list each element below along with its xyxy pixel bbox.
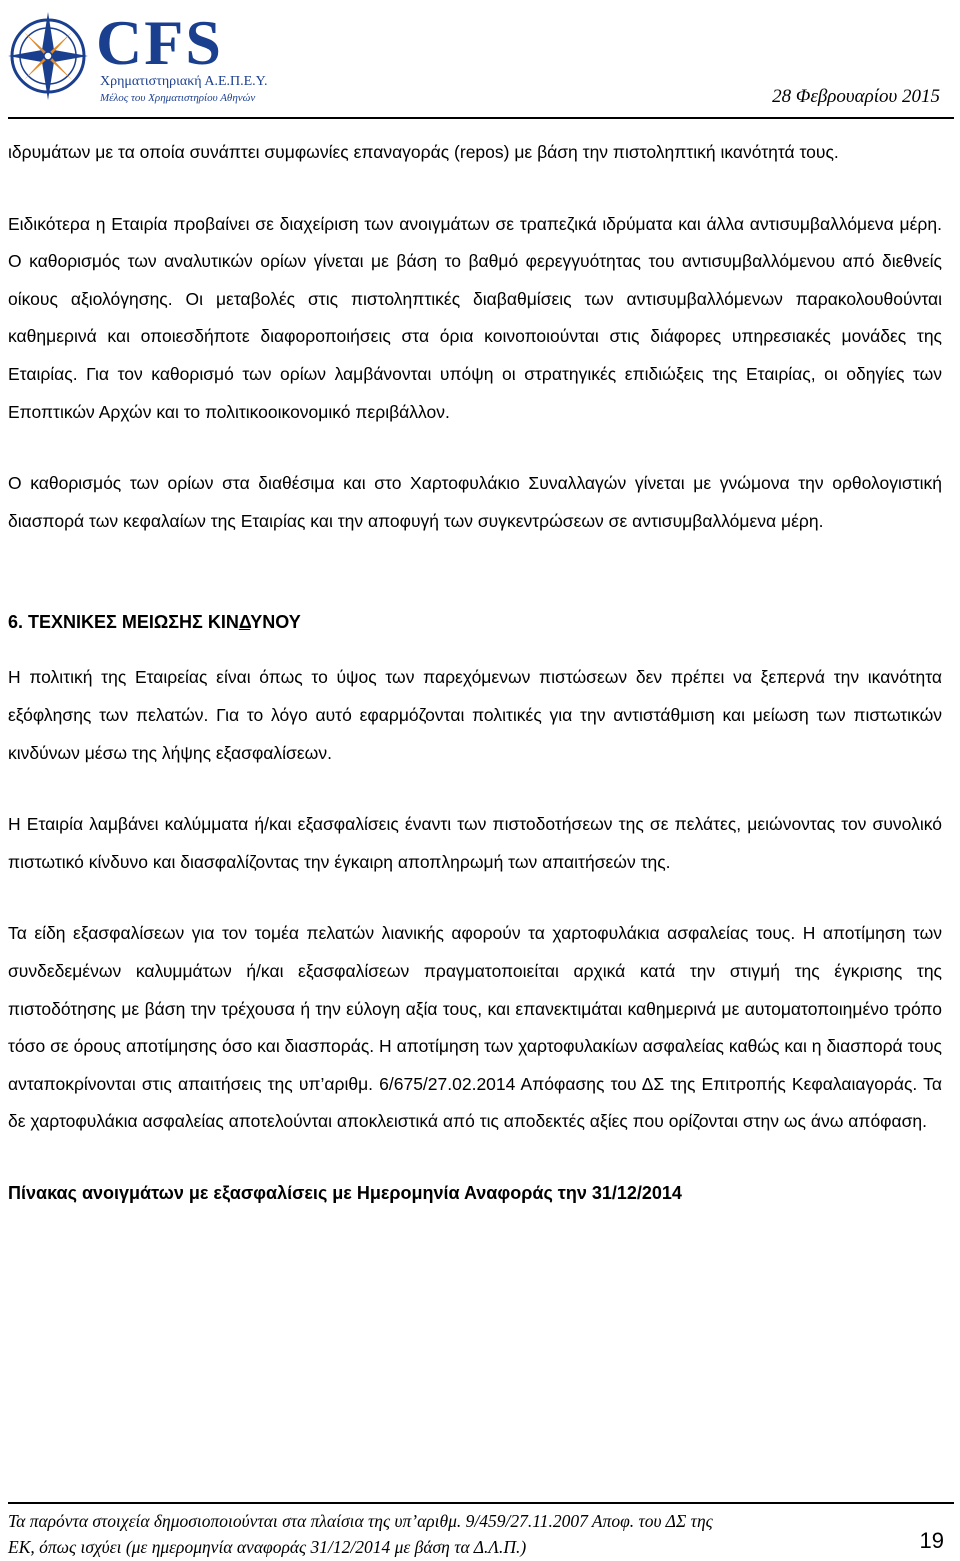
footer-divider [8, 1502, 954, 1504]
cfs-logo [4, 6, 268, 110]
logo-tagline: Μέλος του Χρηματιστηρίου Αθηνών [100, 92, 256, 104]
section-heading-prefix: 6. ΤΕΧΝΙΚΕΣ ΜΕΙΩΣΗΣ ΚΙΝ [8, 612, 239, 633]
section-heading-suffix: ΥΝΟΥ [250, 612, 301, 633]
paragraph-1: ιδρυμάτων με τα οποία συνάπτει συμφωνίες επαναγοράς (repos) με βάση την πιστοληπτική ικανότητά τους. [8, 142, 839, 162]
page-number: 19 [919, 1528, 944, 1553]
section-heading [8, 604, 942, 641]
paragraph-2: Ειδικότερα η Εταιρία προβαίνει σε διαχείριση των ανοιγμάτων σε τραπεζικά ιδρύματα και άλλα αντισυμβαλλόμενα μέρη. Ο καθορισμός των αναλυτικών ορίων γίνεται με βάση το βαθμό φερεγγυότητας του αντισυμβαλλόμενου από διεθνείς οίκους αξιολόγησης. Οι μεταβολές στις πιστοληπτικές διαβαθμίσεις των αντισυμβαλλόμενων παρακολουθούνται καθημερινά και οποιεσδήποτε διαφοροποιήσεις στα όρια κοινοποιούνται στις διάφορες υπηρεσιακές μονάδες της Εταιρίας. Για τον καθορισμό των ορίων λαμβάνονται υπόψη οι στρατηγικές επιδιώξεις της Εταιρίας, οι οδηγίες των Εποπτικών Αρχών και το πολιτικοοικονομικό περιβάλλον. [8, 213, 942, 422]
paragraph-4: Η πολιτική της Εταιρείας είναι όπως το ύψος των παρεχόμενων πιστώσεων δεν πρέπει να ξεπερνά την ικανότητα εξόφλησης των πελατών. Για το λόγο αυτό εφαρμόζονται πολιτικές για την αντιστάθμιση και μείωση των πιστωτικών κινδύνων μέσω της λήψης εξασφαλίσεων. [8, 667, 942, 763]
logo-subtitle: Χρηματιστηριακή Α.Ε.Π.Ε.Υ. [100, 74, 268, 89]
compass-rose-icon [4, 6, 92, 106]
footer-line-2: ΕΚ, όπως ισχύει (με ημερομηνία αναφοράς 31/12/2014 με βάση τα Δ.Λ.Π.) [8, 1537, 527, 1557]
footer-line-1: Τα παρόντα στοιχεία δημοσιοποιούνται στα πλαίσια της υπ’αριθμ. 9/459/27.11.2007 Αποφ. του ΔΣ της [8, 1511, 713, 1531]
logo-wordmark: CFS [96, 7, 223, 78]
page-content [8, 134, 942, 1212]
header-date: 28 Φεβρουαρίου 2015 [772, 86, 940, 107]
footer-note [8, 1508, 868, 1560]
paragraph-3: Ο καθορισμός των ορίων στα διαθέσιμα και στο Χαρτοφυλάκιο Συναλλαγών γίνεται με γνώμονα την ορθολογιστική διασπορά των κεφαλαίων της Εταιρίας και την αποφυγή των συγκεντρώσεων σε αντισυμβαλλόμενα μέρη. [8, 473, 942, 531]
table-title: Πίνακας ανοιγμάτων με εξασφαλίσεις με Ημερομηνία Αναφοράς την 31/12/2014 [8, 1182, 682, 1203]
page-header [0, 0, 960, 120]
paragraph-5: Η Εταιρία λαμβάνει καλύμματα ή/και εξασφαλίσεις έναντι των πιστοδοτήσεων της σε πελάτες, μειώνοντας τον συνολικό πιστωτικό κίνδυνο και διασφαλίζοντας την έγκαιρη αποπληρωμή των απαιτήσεών της. [8, 814, 942, 872]
section-heading-underlined: Δ [238, 612, 251, 633]
paragraph-6: Τα είδη εξασφαλίσεων για τον τομέα πελατών λιανικής αφορούν τα χαρτοφυλάκια ασφαλείας τους. Η αποτίμηση των συνδεδεμένων καλυμμάτων ή/και εξασφαλίσεων πραγματοποιείται αρχικά κατά την στιγμή της έγκρισης της πιστοδότησης με βάση την τρέχουσα ή την εύλογη αξία τους, και επανεκτιμάται καθημερινά με αυτοματοποιημένο τρόπο τόσο σε όρους αποτίμησης όσο και διασποράς. Η αποτίμηση των χαρτοφυλακίων ασφαλείας καθώς και η διασπορά τους ανταποκρίνονται στις απαιτήσεις της υπ’αριθμ. 6/675/27.02.2014 Απόφασης του ΔΣ της Επιτροπής Κεφαλαιαγοράς. Τα δε χαρτοφυλάκια ασφαλείας αποτελούνται αποκλειστικά από τις αποδεκτές αξίες που ορίζονται στην ως άνω απόφαση. [8, 923, 942, 1132]
header-divider [8, 117, 954, 119]
